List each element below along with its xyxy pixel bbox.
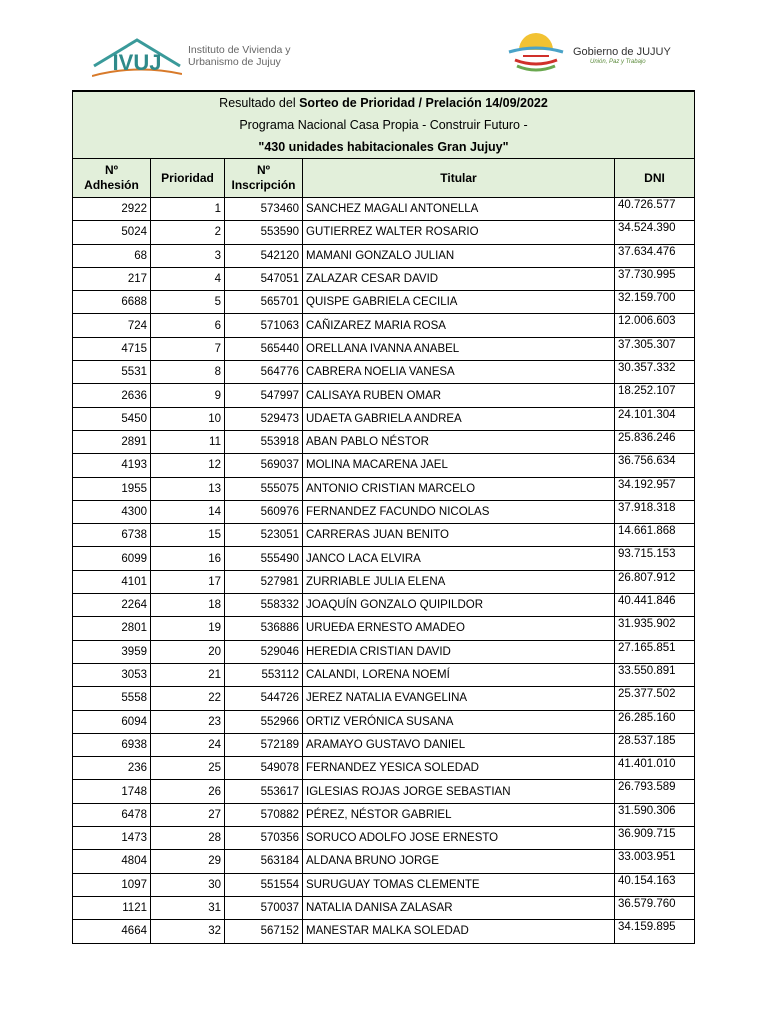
cell-titular: ORTIZ VERÓNICA SUSANA (303, 710, 615, 733)
cell-adhesion: 4664 (73, 920, 151, 943)
table-row (73, 780, 695, 803)
cell-prioridad: 15 (151, 524, 225, 547)
cell-titular: SORUCO ADOLFO JOSE ERNESTO (303, 827, 615, 850)
cell-inscripcion: 565701 (225, 291, 303, 314)
cell-adhesion: 5450 (73, 407, 151, 430)
ivuj-name-line1: Instituto de Vivienda y (188, 44, 291, 56)
cell-prioridad: 10 (151, 407, 225, 430)
cell-prioridad: 11 (151, 430, 225, 453)
cell-titular: CARRERAS JUAN BENITO (303, 524, 615, 547)
gobierno-jujuy-logo (505, 30, 567, 76)
cell-titular: MANESTAR MALKA SOLEDAD (303, 920, 615, 943)
cell-titular: CAÑIZAREZ MARIA ROSA (303, 314, 615, 337)
cell-prioridad: 6 (151, 314, 225, 337)
table-row (73, 454, 695, 477)
cell-inscripcion: 570037 (225, 896, 303, 919)
cell-adhesion: 6738 (73, 524, 151, 547)
cell-dni: 36.909.715 (615, 827, 695, 850)
table-row (73, 221, 695, 244)
cell-adhesion: 236 (73, 757, 151, 780)
cell-titular: CABRERA NOELIA VANESA (303, 361, 615, 384)
cell-adhesion: 3053 (73, 663, 151, 686)
cell-titular: SURUGUAY TOMAS CLEMENTE (303, 873, 615, 896)
cell-inscripcion: 571063 (225, 314, 303, 337)
cell-prioridad: 2 (151, 221, 225, 244)
cell-dni: 27.165.851 (615, 640, 695, 663)
cell-prioridad: 8 (151, 361, 225, 384)
col-header-prioridad: Prioridad (151, 159, 225, 198)
cell-adhesion: 6478 (73, 803, 151, 826)
cell-prioridad: 31 (151, 896, 225, 919)
cell-prioridad: 14 (151, 500, 225, 523)
table-row (73, 803, 695, 826)
cell-inscripcion: 570356 (225, 827, 303, 850)
cell-prioridad: 17 (151, 570, 225, 593)
cell-adhesion: 5024 (73, 221, 151, 244)
cell-titular: CALISAYA RUBEN OMAR (303, 384, 615, 407)
cell-prioridad: 28 (151, 827, 225, 850)
cell-inscripcion: 547997 (225, 384, 303, 407)
cell-inscripcion: 553590 (225, 221, 303, 244)
cell-prioridad: 12 (151, 454, 225, 477)
cell-inscripcion: 553617 (225, 780, 303, 803)
cell-dni: 14.661.868 (615, 524, 695, 547)
cell-dni: 40.726.577 (615, 198, 695, 221)
table-row (73, 547, 695, 570)
cell-adhesion: 1955 (73, 477, 151, 500)
cell-dni: 31.935.902 (615, 617, 695, 640)
table-row (73, 337, 695, 360)
cell-prioridad: 13 (151, 477, 225, 500)
cell-inscripcion: 560976 (225, 500, 303, 523)
col-header-inscripcion: Nº Inscripción (225, 159, 303, 198)
cell-inscripcion: 549078 (225, 757, 303, 780)
table-row (73, 827, 695, 850)
cell-inscripcion: 529046 (225, 640, 303, 663)
cell-titular: JANCO LACA ELVIRA (303, 547, 615, 570)
cell-adhesion: 4715 (73, 337, 151, 360)
cell-titular: MOLINA MACARENA JAEL (303, 454, 615, 477)
cell-titular: SANCHEZ MAGALI ANTONELLA (303, 198, 615, 221)
col-header-adhesion: Nº Adhesión (73, 159, 151, 198)
cell-adhesion: 5531 (73, 361, 151, 384)
cell-inscripcion: 523051 (225, 524, 303, 547)
cell-adhesion: 4804 (73, 850, 151, 873)
cell-inscripcion: 558332 (225, 594, 303, 617)
table-row (73, 267, 695, 290)
cell-dni: 34.159.895 (615, 920, 695, 943)
table-row (73, 407, 695, 430)
cell-inscripcion: 529473 (225, 407, 303, 430)
table-body (73, 198, 695, 944)
cell-dni: 37.634.476 (615, 244, 695, 267)
cell-prioridad: 3 (151, 244, 225, 267)
cell-inscripcion: 555490 (225, 547, 303, 570)
cell-titular: MAMANI GONZALO JULIAN (303, 244, 615, 267)
table-row (73, 500, 695, 523)
cell-dni: 37.730.995 (615, 267, 695, 290)
cell-titular: CALANDI, LORENA NOEMÍ (303, 663, 615, 686)
cell-titular: IGLESIAS ROJAS JORGE SEBASTIAN (303, 780, 615, 803)
table-row (73, 757, 695, 780)
cell-prioridad: 27 (151, 803, 225, 826)
cell-prioridad: 1 (151, 198, 225, 221)
table-row (73, 198, 695, 221)
cell-adhesion: 724 (73, 314, 151, 337)
cell-adhesion: 2922 (73, 198, 151, 221)
cell-inscripcion: 527981 (225, 570, 303, 593)
cell-prioridad: 25 (151, 757, 225, 780)
cell-dni: 26.807.912 (615, 570, 695, 593)
cell-dni: 37.918.318 (615, 500, 695, 523)
ivuj-name (188, 44, 291, 68)
table-row (73, 361, 695, 384)
cell-titular: JOAQUÍN GONZALO QUIPILDOR (303, 594, 615, 617)
cell-dni: 26.793.589 (615, 780, 695, 803)
table-row (73, 873, 695, 896)
cell-inscripcion: 565440 (225, 337, 303, 360)
column-header-row (73, 159, 695, 198)
cell-dni: 33.550.891 (615, 663, 695, 686)
cell-adhesion: 1097 (73, 873, 151, 896)
ivuj-logo-text: IVUJ (112, 50, 162, 75)
cell-inscripcion: 536886 (225, 617, 303, 640)
cell-inscripcion: 572189 (225, 733, 303, 756)
cell-titular: UDAETA GABRIELA ANDREA (303, 407, 615, 430)
col-header-titular: Titular (303, 159, 615, 198)
cell-prioridad: 30 (151, 873, 225, 896)
cell-dni: 26.285.160 (615, 710, 695, 733)
ivuj-logo (92, 36, 182, 80)
table-row (73, 733, 695, 756)
table-row (73, 687, 695, 710)
cell-titular: PÉREZ, NÉSTOR GABRIEL (303, 803, 615, 826)
table-row (73, 640, 695, 663)
cell-titular: ALDANA BRUNO JORGE (303, 850, 615, 873)
cell-inscripcion: 542120 (225, 244, 303, 267)
cell-adhesion: 1473 (73, 827, 151, 850)
cell-inscripcion: 551554 (225, 873, 303, 896)
cell-inscripcion: 555075 (225, 477, 303, 500)
table-row (73, 594, 695, 617)
cell-dni: 12.006.603 (615, 314, 695, 337)
cell-prioridad: 9 (151, 384, 225, 407)
cell-prioridad: 18 (151, 594, 225, 617)
cell-inscripcion: 567152 (225, 920, 303, 943)
cell-titular: ARAMAYO GUSTAVO DANIEL (303, 733, 615, 756)
cell-adhesion: 2891 (73, 430, 151, 453)
gobierno-motto: Unión, Paz y Trabajo (590, 59, 646, 65)
cell-dni: 34.524.390 (615, 221, 695, 244)
cell-adhesion: 6938 (73, 733, 151, 756)
cell-titular: NATALIA DANISA ZALASAR (303, 896, 615, 919)
cell-prioridad: 7 (151, 337, 225, 360)
cell-titular: QUISPE GABRIELA CECILIA (303, 291, 615, 314)
cell-dni: 37.305.307 (615, 337, 695, 360)
table-row (73, 663, 695, 686)
table-row (73, 291, 695, 314)
cell-dni: 41.401.010 (615, 757, 695, 780)
table-row (73, 920, 695, 943)
table-row (73, 617, 695, 640)
cell-prioridad: 16 (151, 547, 225, 570)
ivuj-name-line2: Urbanismo de Jujuy (188, 56, 281, 68)
cell-dni: 93.715.153 (615, 547, 695, 570)
cell-adhesion: 6688 (73, 291, 151, 314)
cell-adhesion: 4193 (73, 454, 151, 477)
cell-titular: GUTIERREZ WALTER ROSARIO (303, 221, 615, 244)
cell-prioridad: 29 (151, 850, 225, 873)
cell-dni: 40.154.163 (615, 873, 695, 896)
cell-adhesion: 217 (73, 267, 151, 290)
title-line-3: "430 unidades habitacionales Gran Jujuy" (73, 136, 695, 159)
table-row (73, 570, 695, 593)
cell-prioridad: 22 (151, 687, 225, 710)
cell-dni: 25.836.246 (615, 430, 695, 453)
table-row (73, 524, 695, 547)
cell-adhesion: 68 (73, 244, 151, 267)
table-row (73, 384, 695, 407)
cell-adhesion: 6099 (73, 547, 151, 570)
cell-adhesion: 2801 (73, 617, 151, 640)
cell-dni: 36.756.634 (615, 454, 695, 477)
cell-prioridad: 19 (151, 617, 225, 640)
cell-dni: 36.579.760 (615, 896, 695, 919)
cell-inscripcion: 569037 (225, 454, 303, 477)
col-header-dni: DNI (615, 159, 695, 198)
cell-adhesion: 2636 (73, 384, 151, 407)
cell-prioridad: 20 (151, 640, 225, 663)
cell-titular: HEREDIA CRISTIAN DAVID (303, 640, 615, 663)
gobierno-title: Gobierno de JUJUY (573, 46, 671, 58)
cell-dni: 33.003.951 (615, 850, 695, 873)
cell-titular: ABAN PABLO NÉSTOR (303, 430, 615, 453)
cell-dni: 34.192.957 (615, 477, 695, 500)
cell-inscripcion: 553918 (225, 430, 303, 453)
cell-prioridad: 24 (151, 733, 225, 756)
cell-inscripcion: 547051 (225, 267, 303, 290)
title-line-1 (73, 91, 695, 114)
cell-adhesion: 1748 (73, 780, 151, 803)
table-row (73, 850, 695, 873)
cell-dni: 18.252.107 (615, 384, 695, 407)
cell-titular: JEREZ NATALIA EVANGELINA (303, 687, 615, 710)
table-row (73, 430, 695, 453)
cell-adhesion: 4101 (73, 570, 151, 593)
cell-titular: ZALAZAR CESAR DAVID (303, 267, 615, 290)
table-row (73, 477, 695, 500)
title-prefix: Resultado del (219, 96, 300, 110)
cell-adhesion: 1121 (73, 896, 151, 919)
cell-prioridad: 5 (151, 291, 225, 314)
cell-inscripcion: 563184 (225, 850, 303, 873)
cell-titular: ZURRIABLE JULIA ELENA (303, 570, 615, 593)
cell-titular: FERNANDEZ YESICA SOLEDAD (303, 757, 615, 780)
cell-prioridad: 26 (151, 780, 225, 803)
cell-dni: 24.101.304 (615, 407, 695, 430)
cell-prioridad: 23 (151, 710, 225, 733)
cell-inscripcion: 552966 (225, 710, 303, 733)
cell-prioridad: 4 (151, 267, 225, 290)
cell-inscripcion: 570882 (225, 803, 303, 826)
cell-inscripcion: 553112 (225, 663, 303, 686)
cell-dni: 31.590.306 (615, 803, 695, 826)
table-row (73, 244, 695, 267)
cell-adhesion: 3959 (73, 640, 151, 663)
cell-titular: ORELLANA IVANNA ANABEL (303, 337, 615, 360)
results-table (72, 90, 695, 944)
cell-prioridad: 21 (151, 663, 225, 686)
cell-adhesion: 4300 (73, 500, 151, 523)
cell-dni: 32.159.700 (615, 291, 695, 314)
cell-titular: ANTONIO CRISTIAN MARCELO (303, 477, 615, 500)
cell-adhesion: 5558 (73, 687, 151, 710)
cell-inscripcion: 544726 (225, 687, 303, 710)
cell-dni: 28.537.185 (615, 733, 695, 756)
cell-prioridad: 32 (151, 920, 225, 943)
cell-inscripcion: 573460 (225, 198, 303, 221)
cell-inscripcion: 564776 (225, 361, 303, 384)
table-row (73, 710, 695, 733)
title-line-2: Programa Nacional Casa Propia - Construir Futuro - (73, 114, 695, 136)
title-bold: Sorteo de Prioridad / Prelación 14/09/2022 (299, 96, 548, 110)
cell-dni: 25.377.502 (615, 687, 695, 710)
cell-dni: 30.357.332 (615, 361, 695, 384)
cell-adhesion: 6094 (73, 710, 151, 733)
table-row (73, 314, 695, 337)
table-row (73, 896, 695, 919)
cell-titular: URUEÐA ERNESTO AMADEO (303, 617, 615, 640)
document-header (0, 0, 768, 90)
cell-dni: 40.441.846 (615, 594, 695, 617)
cell-adhesion: 2264 (73, 594, 151, 617)
cell-titular: FERNANDEZ FACUNDO NICOLAS (303, 500, 615, 523)
